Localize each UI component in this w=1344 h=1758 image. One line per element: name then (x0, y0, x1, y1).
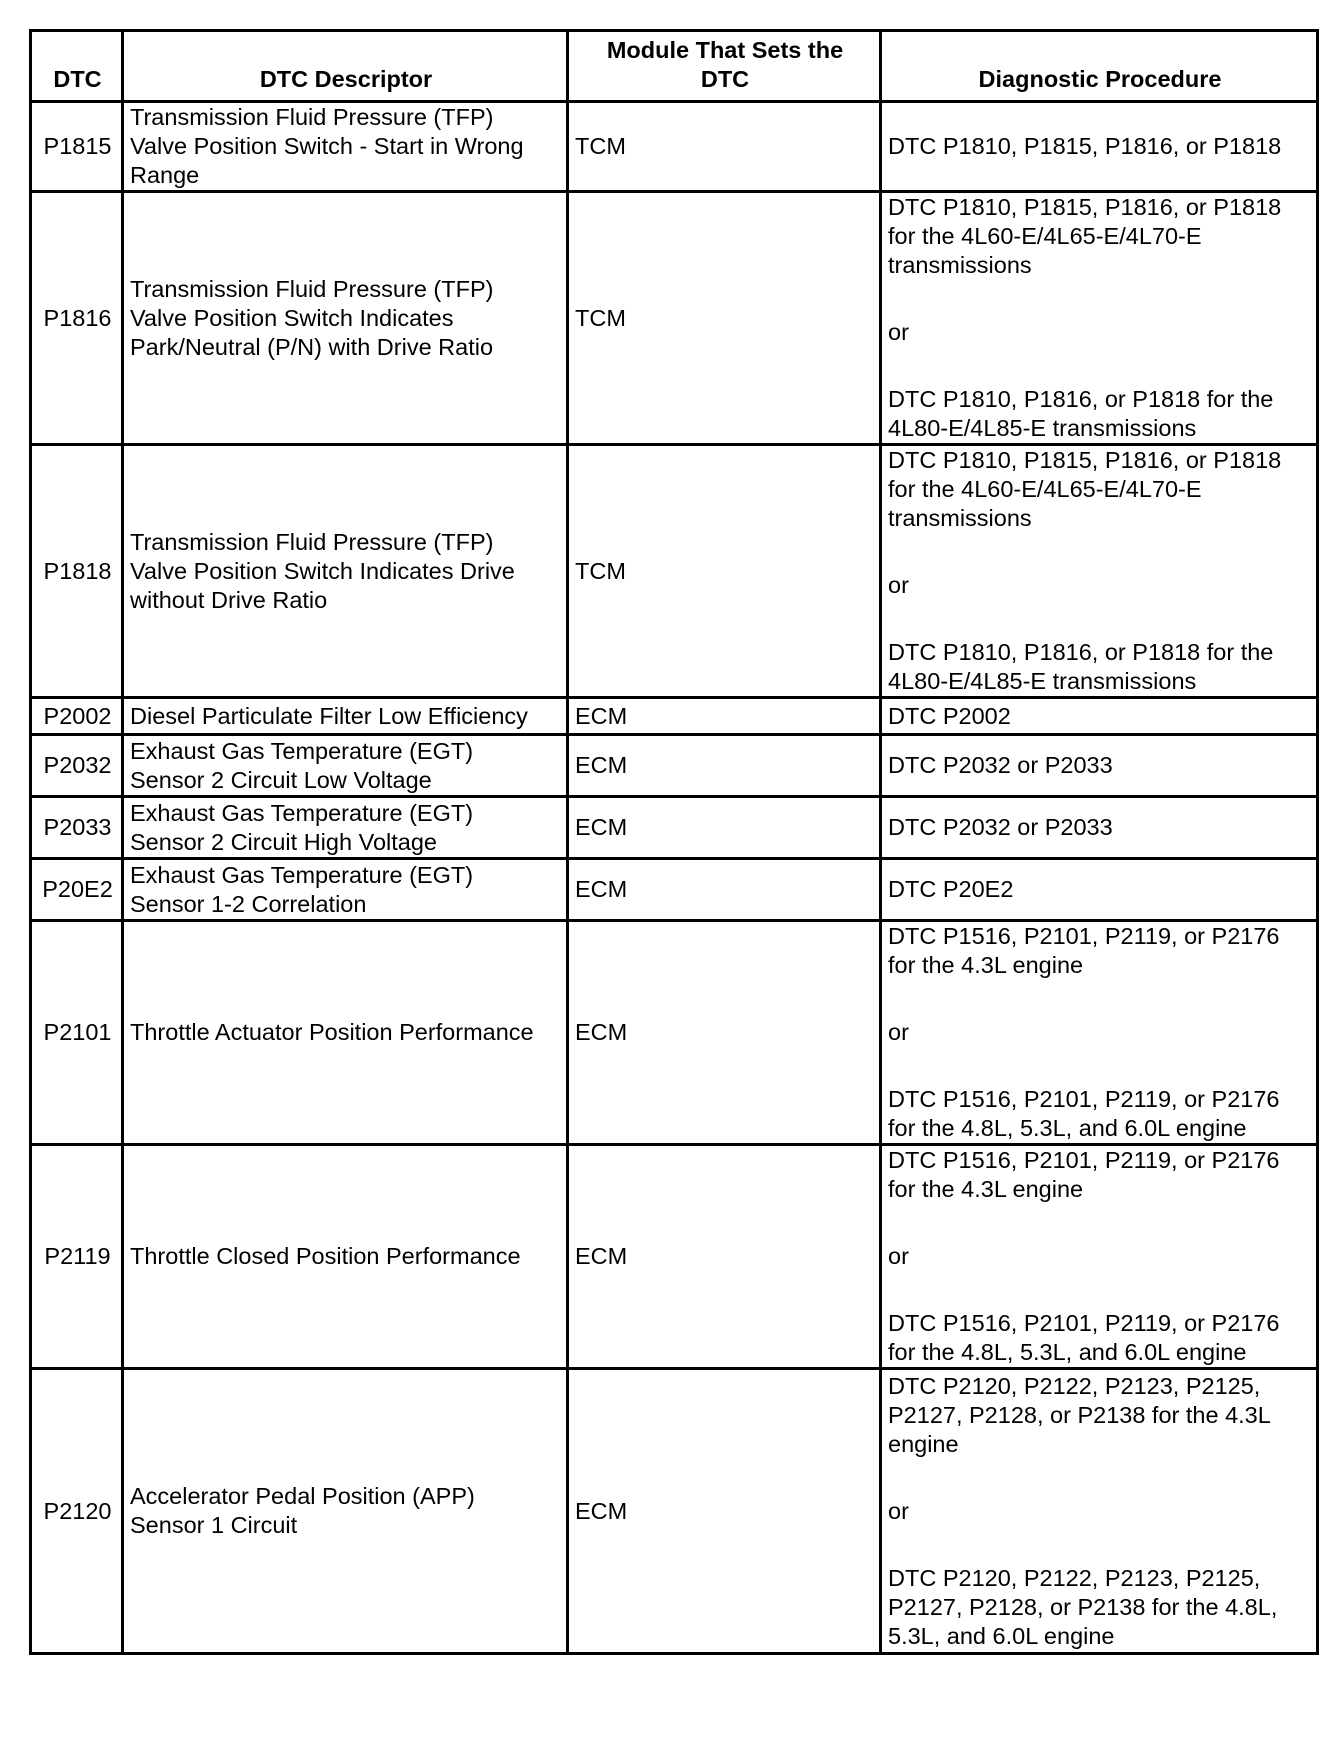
table-row (31, 1369, 1318, 1654)
cell-procedure (881, 859, 1318, 921)
header-module (568, 31, 881, 102)
table-row (31, 921, 1318, 1145)
cell-procedure (881, 921, 1318, 1145)
cell-dtc: P2119 (31, 1145, 123, 1369)
cell-procedure (881, 735, 1318, 797)
descriptor-line: Range (130, 162, 200, 188)
descriptor-line: Exhaust Gas Temperature (EGT) (130, 861, 474, 888)
descriptor-line: Exhaust Gas Temperature (EGT) (130, 737, 474, 764)
cell-dtc: P2033 (31, 797, 123, 859)
cell-module: ECM (568, 735, 881, 797)
descriptor-line: Accelerator Pedal Position (APP) (130, 1483, 475, 1509)
descriptor-line: Valve Position Switch Indicates Drive (130, 557, 515, 584)
descriptor-line: Throttle Closed Position Performance (130, 1243, 521, 1269)
procedure-line: DTC P2002 (888, 702, 1011, 729)
table-row (31, 735, 1318, 797)
procedure-line: DTC P1516, P2101, P2119, or P2176 (888, 923, 1280, 949)
cell-module: TCM (568, 102, 881, 192)
cell-descriptor (123, 1369, 568, 1654)
descriptor-line: Transmission Fluid Pressure (TFP) (130, 528, 494, 555)
procedure-line: for the 4L60-E/4L65-E/4L70-E (888, 476, 1202, 502)
table-row (31, 797, 1318, 859)
cell-dtc: P2120 (31, 1369, 123, 1654)
procedure-line: or (888, 1497, 909, 1524)
procedure-line: DTC P20E2 (888, 876, 1014, 902)
cell-dtc: P1815 (31, 102, 123, 192)
header-module-line2: DTC (700, 66, 750, 92)
cell-procedure (881, 1145, 1318, 1369)
cell-module: ECM (568, 1369, 881, 1654)
header-module-line1: Module That Sets the (606, 37, 844, 63)
cell-descriptor (123, 921, 568, 1145)
cell-procedure (881, 445, 1318, 698)
cell-descriptor (123, 698, 568, 735)
cell-procedure (881, 797, 1318, 859)
cell-descriptor (123, 1145, 568, 1369)
procedure-line: DTC P1516, P2101, P2119, or P2176 (888, 1310, 1280, 1336)
cell-procedure (881, 102, 1318, 192)
cell-descriptor (123, 735, 568, 797)
cell-dtc: P1818 (31, 445, 123, 698)
cell-module: ECM (568, 859, 881, 921)
procedure-line: for the 4.3L engine (888, 1176, 1084, 1202)
cell-dtc: P1816 (31, 192, 123, 445)
descriptor-line: Throttle Actuator Position Performance (130, 1019, 534, 1045)
descriptor-line: Valve Position Switch - Start in Wrong (130, 133, 524, 159)
procedure-line: engine (888, 1430, 959, 1457)
procedure-line: transmissions (888, 252, 1032, 278)
descriptor-line: Exhaust Gas Temperature (EGT) (130, 799, 474, 826)
procedure-line: or (888, 1019, 909, 1045)
procedure-line: for the 4.8L, 5.3L, and 6.0L engine (888, 1115, 1247, 1141)
cell-procedure (881, 192, 1318, 445)
procedure-line: DTC P1516, P2101, P2119, or P2176 (888, 1086, 1280, 1112)
procedure-line: DTC P2032 or P2033 (888, 752, 1113, 778)
cell-dtc: P2032 (31, 735, 123, 797)
cell-procedure (881, 1369, 1318, 1654)
cell-procedure (881, 698, 1318, 735)
procedure-line: DTC P1810, P1815, P1816, or P1818 (888, 447, 1282, 473)
cell-descriptor (123, 102, 568, 192)
procedure-line: DTC P2120, P2122, P2123, P2125, (888, 1372, 1261, 1399)
table-row (31, 445, 1318, 698)
procedure-line: DTC P1516, P2101, P2119, or P2176 (888, 1147, 1280, 1173)
cell-module: TCM (568, 445, 881, 698)
descriptor-line: Valve Position Switch Indicates (130, 304, 454, 331)
procedure-line: transmissions (888, 505, 1032, 531)
cell-module: ECM (568, 1145, 881, 1369)
table-row (31, 859, 1318, 921)
table-row (31, 698, 1318, 735)
procedure-line: DTC P1810, P1815, P1816, or P1818 (888, 133, 1282, 159)
cell-descriptor (123, 192, 568, 445)
cell-descriptor (123, 859, 568, 921)
cell-descriptor (123, 797, 568, 859)
cell-module: ECM (568, 921, 881, 1145)
procedure-line: or (888, 319, 909, 345)
cell-dtc: P2101 (31, 921, 123, 1145)
procedure-line: DTC P2032 or P2033 (888, 814, 1113, 840)
procedure-line: DTC P1810, P1816, or P1818 for the (888, 386, 1274, 412)
procedure-line: for the 4.3L engine (888, 952, 1084, 978)
cell-descriptor (123, 445, 568, 698)
table-row (31, 102, 1318, 192)
procedure-line: P2127, P2128, or P2138 for the 4.8L, (888, 1593, 1278, 1620)
cell-dtc: P20E2 (31, 859, 123, 921)
cell-module: TCM (568, 192, 881, 445)
table-row (31, 1145, 1318, 1369)
procedure-line: or (888, 1243, 909, 1269)
procedure-line: P2127, P2128, or P2138 for the 4.3L (888, 1401, 1271, 1428)
procedure-line: 4L80-E/4L85-E transmissions (888, 415, 1197, 441)
table-body (31, 102, 1318, 1654)
descriptor-line: Diesel Particulate Filter Low Efficiency (130, 702, 528, 729)
descriptor-line: Sensor 2 Circuit Low Voltage (130, 766, 432, 793)
descriptor-line: Park/Neutral (P/N) with Drive Ratio (130, 333, 494, 360)
descriptor-line: Transmission Fluid Pressure (TFP) (130, 275, 494, 302)
procedure-line: for the 4L60-E/4L65-E/4L70-E (888, 223, 1202, 249)
procedure-line: for the 4.8L, 5.3L, and 6.0L engine (888, 1339, 1247, 1365)
header-descriptor: DTC Descriptor (123, 31, 568, 102)
table-row (31, 192, 1318, 445)
procedure-line: DTC P2120, P2122, P2123, P2125, (888, 1564, 1261, 1591)
procedure-line: DTC P1810, P1815, P1816, or P1818 (888, 194, 1282, 220)
descriptor-line: without Drive Ratio (130, 586, 328, 613)
procedure-line: DTC P1810, P1816, or P1818 for the (888, 639, 1274, 665)
procedure-line: 4L80-E/4L85-E transmissions (888, 668, 1197, 694)
descriptor-line: Sensor 1 Circuit (130, 1512, 298, 1538)
descriptor-line: Sensor 2 Circuit High Voltage (130, 828, 437, 855)
descriptor-line: Transmission Fluid Pressure (TFP) (130, 104, 494, 130)
header-procedure: Diagnostic Procedure (881, 31, 1318, 102)
header-dtc: DTC (31, 31, 123, 102)
descriptor-line: Sensor 1-2 Correlation (130, 890, 367, 917)
dtc-table (29, 29, 1319, 1655)
procedure-line: or (888, 572, 909, 598)
cell-module: ECM (568, 797, 881, 859)
cell-module: ECM (568, 698, 881, 735)
header-row (31, 31, 1318, 102)
cell-dtc: P2002 (31, 698, 123, 735)
procedure-line: 5.3L, and 6.0L engine (888, 1622, 1115, 1649)
